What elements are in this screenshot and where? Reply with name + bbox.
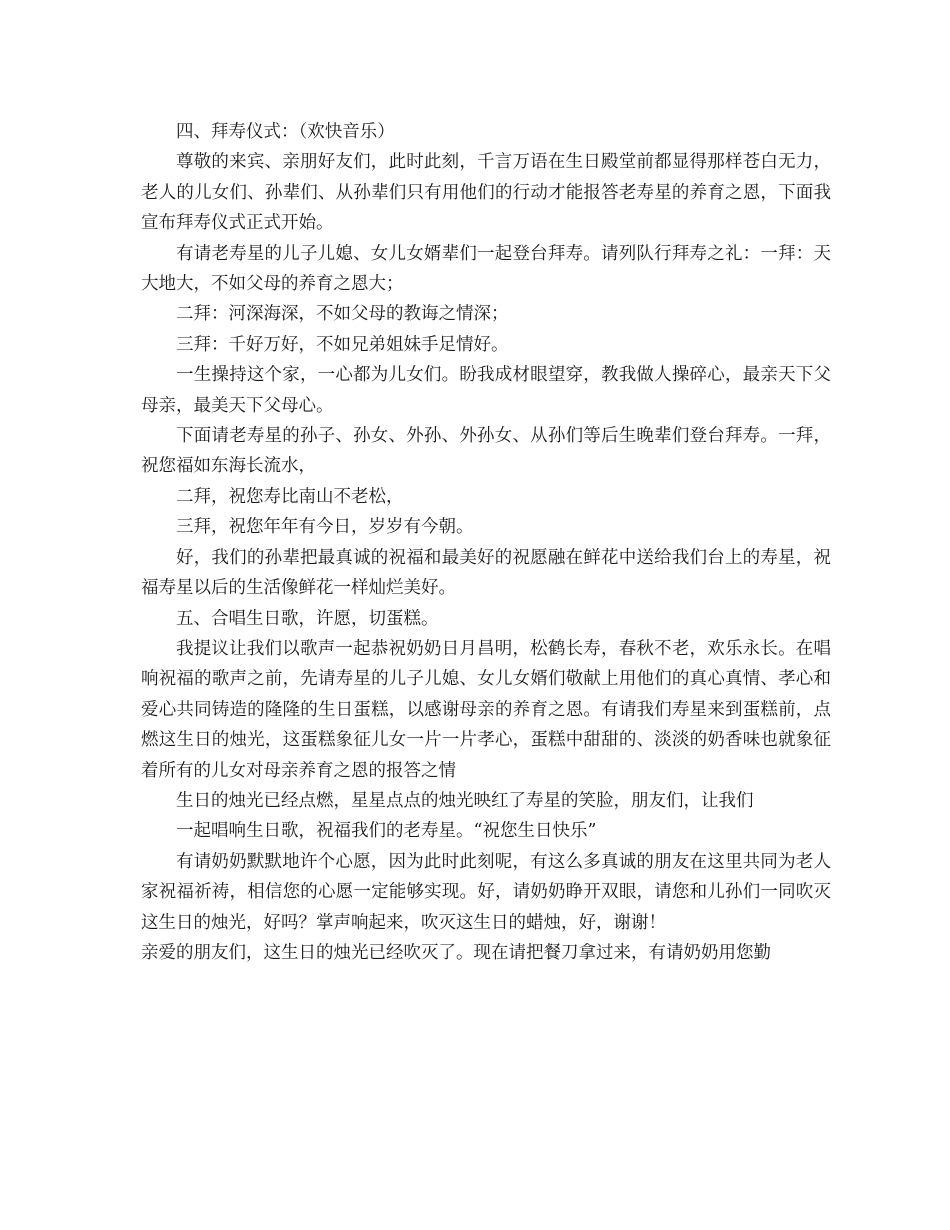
paragraph: 生日的烛光已经点燃，星星点点的烛光映红了寿星的笑脸，朋友们，让我们 [176,790,754,811]
document-body [141,117,831,968]
paragraph: 我提议让我们以歌声一起恭祝奶奶日月昌明，松鹤长寿，春秋不老，欢乐永长。在唱响祝福的歌声之前，先请寿星的儿子儿媳、女儿女婿们敬献上用他们的真心真情、孝心和爱心共同铸造的隆隆的生日蛋糕，以感谢母亲的养育之恩。有请我们寿星来到蛋糕前，点燃这生日的烛光，这蛋糕象征儿女一片一片孝心，蛋糕中甜甜的、淡淡的奶香味也就象征着所有的儿女对母亲养育之恩的报答之情 [141,638,831,781]
paragraph: 有请老寿星的儿子儿媳、女儿女婿辈们一起登台拜寿。请列队行拜寿之礼：一拜：天大地大，不如父母的养育之恩大； [141,243,831,295]
section-heading-ceremony: 四、拜寿仪式：（欢快音乐） [176,122,395,142]
paragraph: 下面请老寿星的孙子、孙女、外孙、外孙女、从孙们等后生晚辈们登台拜寿。一拜，祝您福如东海长流水， [141,426,831,477]
paragraph: 有请奶奶默默地许个心愿，因为此时此刻呢，有这么多真诚的朋友在这里共同为老人家祝福祈祷，相信您的心愿一定能够实现。好，请奶奶睁开双眼，请您和儿孙们一同吹灭这生日的烛光，好吗？掌声响起来，吹灭这生日的蜡烛，好，谢谢！ [141,851,831,933]
paragraph: 二拜，祝您寿比南山不老松， [176,486,404,507]
section-heading-birthday-song: 五、合唱生日歌，许愿，切蛋糕。 [176,608,439,629]
paragraph: 好，我们的孙辈把最真诚的祝福和最美好的祝愿融在鲜花中送给我们台上的寿星，祝福寿星以后的生活像鲜花一样灿烂美好。 [141,547,831,599]
paragraph: 尊敬的来宾、亲朋好友们，此时此刻，千言万语在生日殿堂前都显得那样苍白无力，老人的儿女们、孙辈们、从孙辈们只有用他们的行动才能报答老寿星的养育之恩，下面我宣布拜寿仪式正式开始。 [141,152,831,234]
paragraph: 一起唱响生日歌，祝福我们的老寿星。“祝您生日快乐” [176,821,597,842]
paragraph: 一生操持这个家，一心都为儿女们。盼我成材眼望穿，教我做人操碎心，最亲天下父母亲，最美天下父母心。 [141,365,831,416]
paragraph: 亲爱的朋友们，这生日的烛光已经吹灭了。现在请把餐刀拿过来，有请奶奶用您勤 [141,942,771,963]
paragraph: 三拜：千好万好，不如兄弟姐妹手足情好。 [176,334,509,355]
paragraph: 二拜：河深海深，不如父母的教诲之情深； [176,304,509,325]
paragraph: 三拜，祝您年年有今日，岁岁有今朝。 [176,517,474,538]
